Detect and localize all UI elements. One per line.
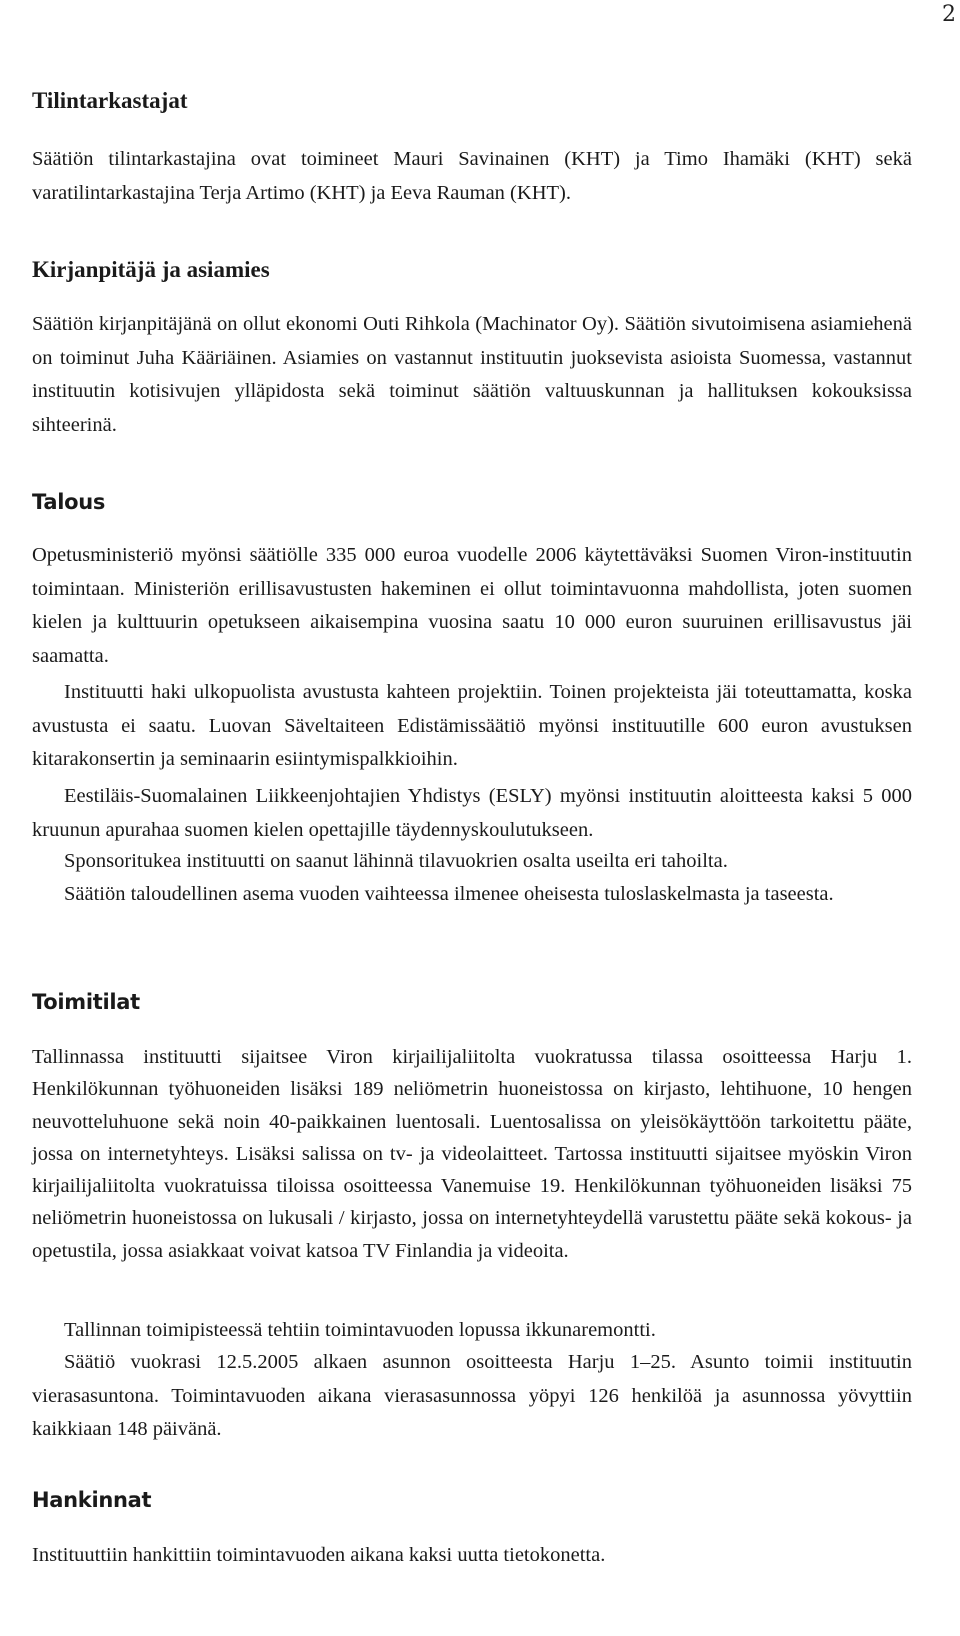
- paragraph-hankinnat: Instituuttiin hankittiin toimintavuoden aikana kaksi uutta tietokonetta.: [32, 1544, 606, 1566]
- heading-kirjanpitaja: Kirjanpitäjä ja asiamies: [32, 257, 270, 282]
- heading-tilintarkastajat: Tilintarkastajat: [32, 88, 188, 113]
- paragraph-talous-4: Sponsoritukea instituutti on saanut lähinnä tilavuokrien osalta useilta eri tahoilta.: [64, 850, 728, 872]
- paragraph-talous-3: Eestiläis-Suomalainen Liikkeenjohtajien Yhdistys (ESLY) myönsi instituutin aloitteesta kaksi 5 000 kruunun apurahaa suomen kielen opettajille täydennyskoulutukseen.: [32, 785, 912, 841]
- paragraph-talous-5: Säätiön taloudellinen asema vuoden vaihteessa ilmenee oheisesta tuloslaskelmasta ja taseesta.: [64, 883, 834, 905]
- paragraph-toimitilat-2: Tallinnan toimipisteessä tehtiin toimintavuoden lopussa ikkunaremontti.: [64, 1319, 656, 1341]
- paragraph-toimitilat-1: Tallinnassa instituutti sijaitsee Viron kirjailijaliitolta vuokratussa tilassa osoitteessa Harju 1. Henkilökunnan työhuoneiden lisäksi 189 neliömetrin huoneistossa on kirjasto, lehtihuone, 10 hengen neuvotteluhuone sekä noin 40-paikkainen luentosali. Luentosalissa on yleisökäyttöön tarkoitettu pääte, jossa on internetyhteys. Lisäksi salissa on tv- ja videolaitteet. Tartossa instituutti sijaitsee myöskin Viron kirjailijaliitolta vuokratuissa tiloissa osoitteessa Vanemuise 19. Henkilökunnan työhuoneiden lisäksi 75 neliömetrin huoneistossa on lukusali / kirjasto, jossa on internetyhteydellä varustettu pääte sekä kokous- ja opetustila, jossa asiakkaat voivat katsoa TV Finlandia ja videoita.: [32, 1046, 912, 1262]
- page-number: 2: [942, 2, 956, 27]
- heading-hankinnat: Hankinnat: [32, 1488, 152, 1512]
- heading-talous: Talous: [32, 490, 106, 514]
- paragraph-talous-1: Opetusministeriö myönsi säätiölle 335 000 euroa vuodelle 2006 käytettäväksi Suomen Viron-instituutin toimintaan. Ministeriön erillisavustusten hakeminen ei ollut toimintavuonna mahdollista, joten suomen kielen ja kulttuurin opetukseen aikaisempina vuosina saatu 10 000 euron suuruinen erillisavustus jäi saamatta.: [32, 544, 912, 667]
- paragraph-toimitilat-3: Säätiö vuokrasi 12.5.2005 alkaen asunnon osoitteesta Harju 1–25. Asunto toimii instituutin vierasasuntona. Toimintavuoden aikana vierasasunnossa yöpyi 126 henkilöä ja asunnossa yövyttiin kaikkiaan 148 päivänä.: [32, 1351, 912, 1440]
- paragraph-tilintarkastajat: Säätiön tilintarkastajina ovat toimineet Mauri Savinainen (KHT) ja Timo Ihamäki (KHT) sekä varatilintarkastajina Terja Artimo (KHT) ja Eeva Rauman (KHT).: [32, 148, 912, 204]
- heading-toimitilat: Toimitilat: [32, 990, 140, 1014]
- paragraph-talous-2: Instituutti haki ulkopuolista avustusta kahteen projektiin. Toinen projekteista jäi toteuttamatta, koska avustusta ei saatu. Luovan Säveltaiteen Edistämissäätiö myönsi instituutille 600 euron avustuksen kitarakonsertin ja seminaarin esiintymispalkkioihin.: [32, 681, 912, 770]
- paragraph-kirjanpitaja: Säätiön kirjanpitäjänä on ollut ekonomi Outi Rihkola (Machinator Oy). Säätiön sivutoimisena asiamiehenä on toiminut Juha Kääriäinen. Asiamies on vastannut instituutin juoksevista asioista Suomessa, vastannut instituutin kotisivujen ylläpidosta sekä toiminut säätiön valtuuskunnan ja hallituksen kokouksissa sihteerinä.: [32, 313, 912, 436]
